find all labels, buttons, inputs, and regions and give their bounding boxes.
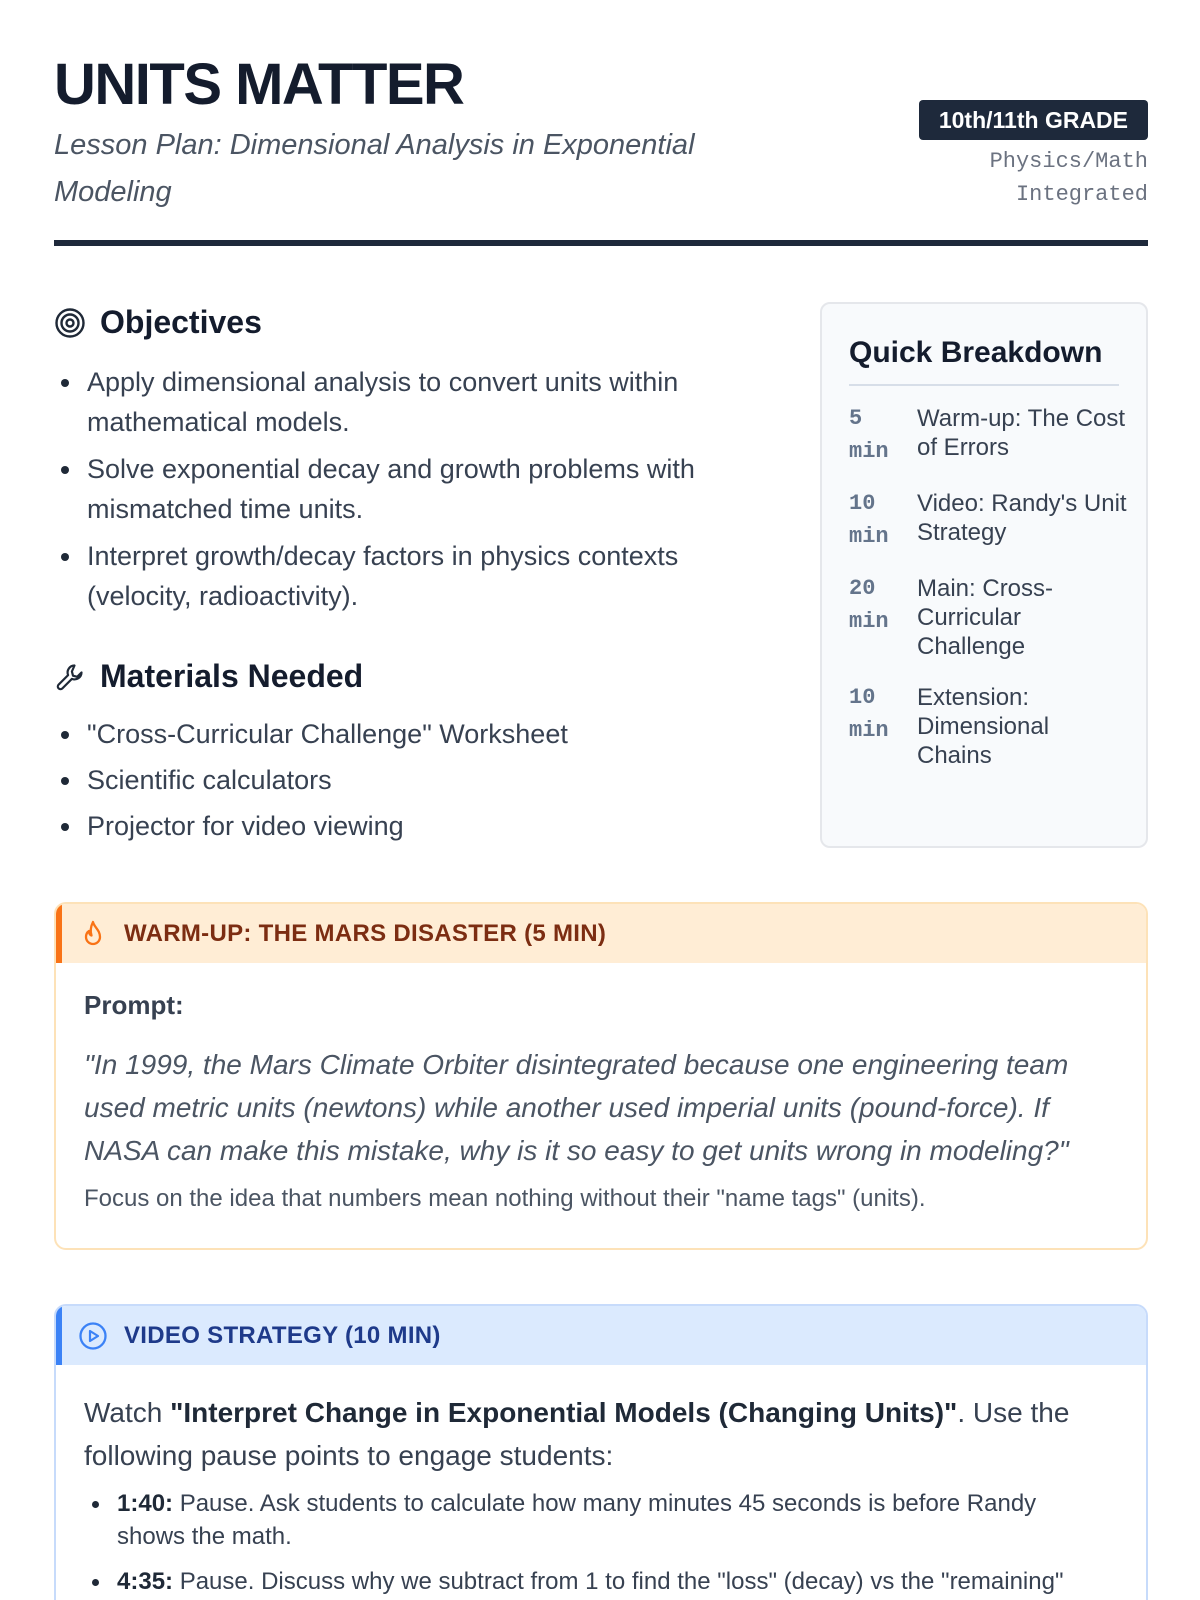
list-item: Solve exponential decay and growth problems with mismatched time units. [54,449,744,529]
materials-heading [54,658,363,695]
warmup-card-title: WARM-UP: THE MARS DISASTER (5 MIN) [124,919,607,947]
list-item: "Cross-Curricular Challenge" Worksheet [54,714,744,754]
pause-points-list [84,1487,1104,1600]
prompt-quote: "In 1999, the Mars Climate Orbiter disintegrated because one engineering team used metric units (newtons) while another used imperial units (pound-force). If NASA can make this mistake, why is it so easy to get units wrong in modeling?" [84,1049,1069,1166]
breakdown-activity: Video: Randy's Unit Strategy [917,490,1127,546]
video-title: "Interpret Change in Exponential Models (Changing Units)" [170,1397,958,1428]
prompt-note: Focus on the idea that numbers mean nothing without their "name tags" (units). [84,1185,926,1212]
list-item: Apply dimensional analysis to convert units within mathematical models. [54,362,744,442]
materials-heading-text: Materials Needed [100,658,364,694]
breakdown-row [849,572,1129,661]
breakdown-time: 5 min [849,406,889,464]
subject-label: Physics/Math Integrated [989,149,1148,207]
objectives-heading-text: Objectives [100,304,262,340]
page-subtitle: Lesson Plan: Dimensional Analysis in Exponential Modeling [54,129,695,208]
quick-breakdown-panel [820,302,1148,848]
page-title: UNITS MATTER [54,52,464,117]
pause-text: Pause. Discuss why we subtract from 1 to find the "loss" (decay) vs the "remaining" [173,1568,1064,1595]
list-item: Projector for video viewing [54,806,744,846]
breakdown-time: 10 min [849,685,889,743]
list-item: Scientific calculators [54,760,744,800]
list-item: Interpret growth/decay factors in physics contexts (velocity, radioactivity). [54,536,744,616]
prompt-label: Prompt: [84,990,184,1020]
video-accent-bar [56,1306,62,1365]
flame-icon [78,919,108,949]
list-item [84,1565,1104,1598]
video-card-header [56,1306,1148,1365]
header [54,52,1148,248]
quick-breakdown-title: Quick Breakdown [849,336,1103,369]
video-intro-suffix: . Use the following pause points to engage students: [84,1397,1070,1471]
pause-time: 4:35: [117,1568,174,1595]
video-intro [84,1391,1124,1477]
breakdown-time: 20 min [849,576,889,634]
warmup-card [54,902,1148,1250]
breakdown-row [849,487,1129,553]
grade-badge: 10th/11th GRADE [919,100,1148,140]
warmup-card-header [56,904,1148,963]
video-strategy-card [54,1304,1148,1600]
objectives-list [54,362,744,623]
breakdown-time: 10 min [849,491,889,549]
video-intro-prefix: Watch [84,1397,171,1428]
wrench-icon [54,661,86,693]
pause-time: 1:40: [117,1490,174,1517]
pause-text: Pause. Ask students to calculate how many minutes 45 seconds is before Randy shows the math. [117,1490,1037,1550]
header-divider [54,240,1148,246]
quick-breakdown-divider [849,384,1119,386]
target-icon [54,307,86,339]
breakdown-activity: Extension: Dimensional Chains [917,684,1050,769]
play-circle-icon [78,1321,108,1351]
breakdown-activity: Main: Cross-Curricular Challenge [917,575,1054,660]
breakdown-row [849,681,1129,770]
lesson-plan-page [54,0,1148,1600]
breakdown-row [849,402,1129,468]
materials-list [54,714,744,852]
video-card-title: VIDEO STRATEGY (10 MIN) [124,1321,441,1349]
objectives-heading [54,304,262,341]
breakdown-activity: Warm-up: The Cost of Errors [917,405,1126,461]
warmup-accent-bar [56,904,62,963]
list-item [84,1487,1104,1553]
